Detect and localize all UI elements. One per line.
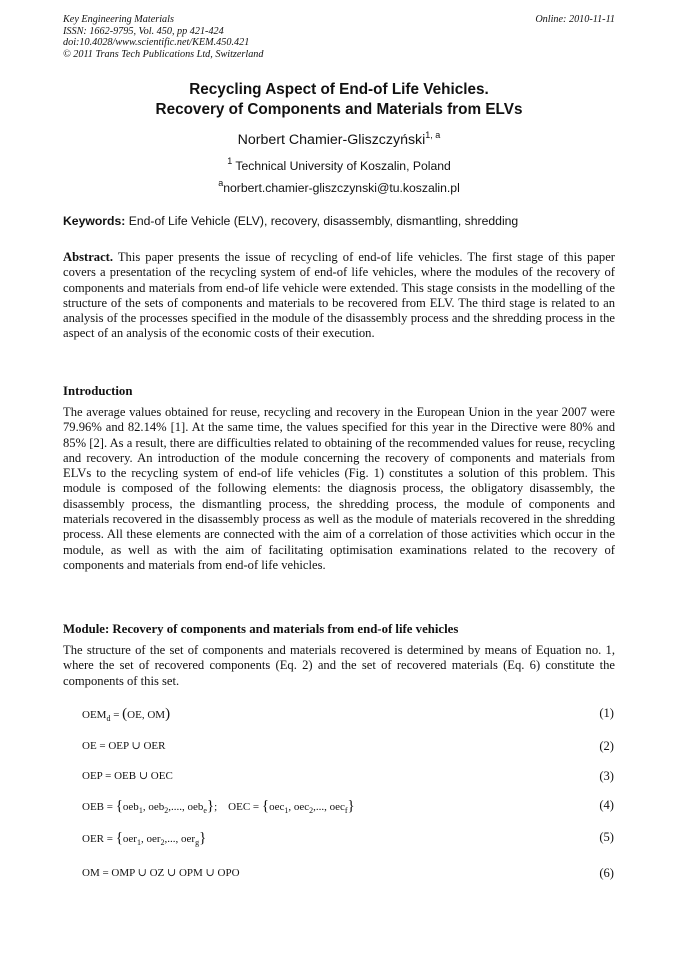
equation-3-formula: OEP = OEB ∪ OEC: [82, 770, 173, 782]
equation-6: [82, 866, 614, 879]
affiliation-text: Technical University of Koszalin, Poland: [235, 159, 451, 173]
online-date: Online: 2010-11-11: [535, 14, 615, 25]
module-heading: Module: Recovery of components and materials from end-of life vehicles: [63, 622, 459, 636]
abstract: [63, 250, 615, 342]
journal-doi: doi:10.4028/www.scientific.net/KEM.450.421: [63, 37, 250, 49]
title-line-2: Recovery of Components and Materials from ELVs: [155, 101, 523, 118]
introduction-text: The average values obtained for reuse, recycling and recovery in the European Union in the year 2007 were 79.96% and 82.14% [1]. At the same time, the values specified for this year in the Directive were 80% and 85% [2]. As a result, there are difficulties related to obtaining of the recommended values for reuse, recycling and recovery. An introduction of the module concerning the recovery of components and materials from ELVs to the recycling system of end-of life vehicles (Fig. 1) constitutes a solution of this problem. This module is composed of the following elements: the diagnosis process, the obligatory disassembly, the disassembly process, the dismantling process, the shredding process, the module of components and materials recovered in the disassembly process as well as the module of materials recovered in the shredding process. All these elements are connected with the aim of a correlation of those activities which occur in the module, as well as with the aim of facilitating optimisation examinations related to the recovery of components and materials from end-of life vehicles.: [63, 405, 615, 572]
equation-5-formula: OER = {oer$_1$, oer$_2$,..., oer$_g$}: [82, 830, 207, 848]
abstract-label: Abstract.: [63, 250, 114, 264]
keywords: [63, 214, 615, 228]
equation-3: [82, 769, 614, 782]
equation-6-number: (6): [599, 866, 614, 880]
author-name: Norbert Chamier-Gliszczyński: [237, 132, 426, 148]
email: [0, 178, 678, 195]
module-text: The structure of the set of components and materials recovered is determined by means of Equation no. 1, where the set of recovered components (Eq. 2) and the set of recovered materials (Eq. 6) constitute the components of this set.: [63, 643, 615, 688]
abstract-text: This paper presents the issue of recycling of end-of life vehicles. The first stage of this paper covers a presentation of the recycling system of end-of life vehicles, where the modules of the recovery of components and materials from end-of life vehicle were extended. This stage consists in the modelling of the structure of the sets of components and materials to be recovered from ELV. The third stage is related to an analysis of the processes specified in the module of the disassembly process and the shredding process in the aspect of an analysis of the economic costs of their execution.: [63, 250, 615, 341]
equation-2-formula: OE = OEP ∪ OER: [82, 740, 166, 752]
author: [0, 130, 678, 148]
email-address[interactable]: norbert.chamier-gliszczynski@tu.koszalin.pl: [223, 181, 460, 195]
affiliation-sup: 1: [227, 156, 233, 166]
paper-title: [0, 80, 678, 120]
journal-copyright: © 2011 Trans Tech Publications Ltd, Switzerland: [63, 48, 264, 60]
equation-5: [82, 830, 614, 847]
equation-1-number: (1): [599, 706, 614, 720]
equation-4: [82, 798, 614, 815]
equation-1-formula: $OEM_d = (OE$, OM): [82, 706, 171, 724]
equation-4-formula: OEB = {oeb$_1$, oeb$_2$,...., oeb$_e$}; OEC = {oec$_1$, oec$_2$,..., oec$_f$}: [82, 798, 355, 816]
title-line-1: Recycling Aspect of End-of Life Vehicles.: [189, 81, 489, 98]
equation-3-number: (3): [599, 769, 614, 783]
equation-6-formula: OM = OMP ∪ OZ ∪ OPM ∪ OPO: [82, 867, 240, 879]
keywords-text: End-of Life Vehicle (ELV), recovery, disassembly, dismantling, shredding: [128, 214, 519, 228]
journal-name: Key Engineering Materials: [63, 14, 174, 25]
equation-5-number: (5): [599, 830, 614, 844]
equation-1: [82, 706, 614, 723]
email-sup: a: [218, 178, 224, 188]
equation-2-number: (2): [599, 739, 614, 753]
journal-header: [63, 14, 263, 60]
affiliation: [0, 156, 678, 173]
author-sup: 1, a: [425, 130, 441, 140]
keywords-label: Keywords:: [63, 214, 126, 228]
equation-4-number: (4): [599, 798, 614, 812]
equation-2: [82, 739, 614, 752]
journal-issn: ISSN: 1662-9795, Vol. 450, pp 421-424: [63, 25, 224, 37]
introduction-heading: Introduction: [63, 384, 133, 398]
